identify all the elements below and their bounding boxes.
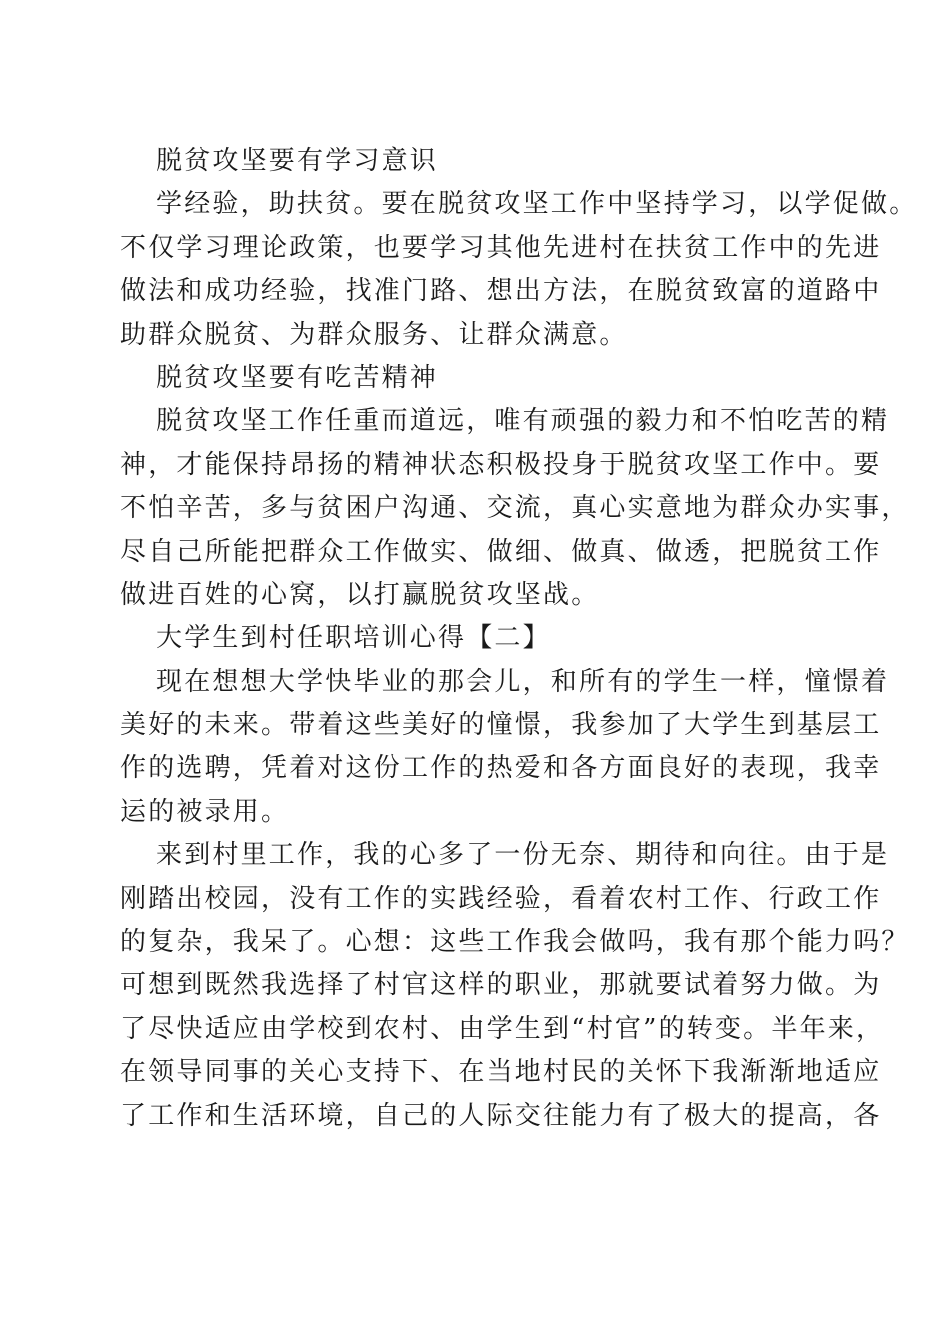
paragraph-line: 来到村里工作，我的心多了一份无奈、期待和向往。由于是 (156, 840, 890, 871)
paragraph-line: 不怕辛苦，多与贫困户沟通、交流，真心实意地为群众办实事， (120, 493, 910, 524)
document-body (120, 140, 918, 1138)
section-heading-hardship: 脱贫攻坚要有吃苦精神 (156, 362, 439, 393)
paragraph-line: 神，才能保持昂扬的精神状态积极投身于脱贫攻坚工作中。要 (120, 449, 882, 480)
paragraph-line: 不仅学习理论政策，也要学习其他先进村在扶贫工作中的先进 (120, 232, 882, 263)
section-heading-part-two: 大学生到村任职培训心得【二】 (156, 623, 551, 654)
paragraph-line: 做法和成功经验，找准门路、想出方法，在脱贫致富的道路中 (120, 276, 882, 307)
paragraph-line: 可想到既然我选择了村官这样的职业，那就要试着努力做。为 (120, 970, 882, 1001)
paragraph-line: 尽自己所能把群众工作做实、做细、做真、做透，把脱贫工作 (120, 536, 882, 567)
paragraph-line: 了工作和生活环境，自己的人际交往能力有了极大的提高，各 (120, 1100, 882, 1131)
paragraph-line: 脱贫攻坚工作任重而道远，唯有顽强的毅力和不怕吃苦的精 (156, 406, 890, 437)
paragraph-line: 了尽快适应由学校到农村、由学生到“村官”的转变。半年来， (120, 1013, 885, 1044)
paragraph-line: 的复杂，我呆了。心想：这些工作我会做吗，我有那个能力吗？ (120, 927, 910, 958)
paragraph-line: 在领导同事的关心支持下、在当地村民的关怀下我渐渐地适应 (120, 1057, 882, 1088)
paragraph-line: 运的被录用。 (120, 796, 290, 827)
paragraph-line: 刚踏出校园，没有工作的实践经验，看着农村工作、行政工作 (120, 883, 882, 914)
paragraph-line: 作的选聘，凭着对这份工作的热爱和各方面良好的表现，我幸 (120, 753, 882, 784)
paragraph-line: 做进百姓的心窝，以打赢脱贫攻坚战。 (120, 579, 600, 610)
paragraph-line: 助群众脱贫、为群众服务、让群众满意。 (120, 319, 628, 350)
section-heading-learning: 脱贫攻坚要有学习意识 (156, 146, 439, 176)
paragraph-line: 现在想想大学快毕业的那会儿，和所有的学生一样，憧憬着 (156, 666, 890, 697)
paragraph-line: 美好的未来。带着这些美好的憧憬，我参加了大学生到基层工 (120, 710, 882, 741)
paragraph-line: 学经验，助扶贫。要在脱贫攻坚工作中坚持学习，以学促做。 (156, 189, 918, 220)
